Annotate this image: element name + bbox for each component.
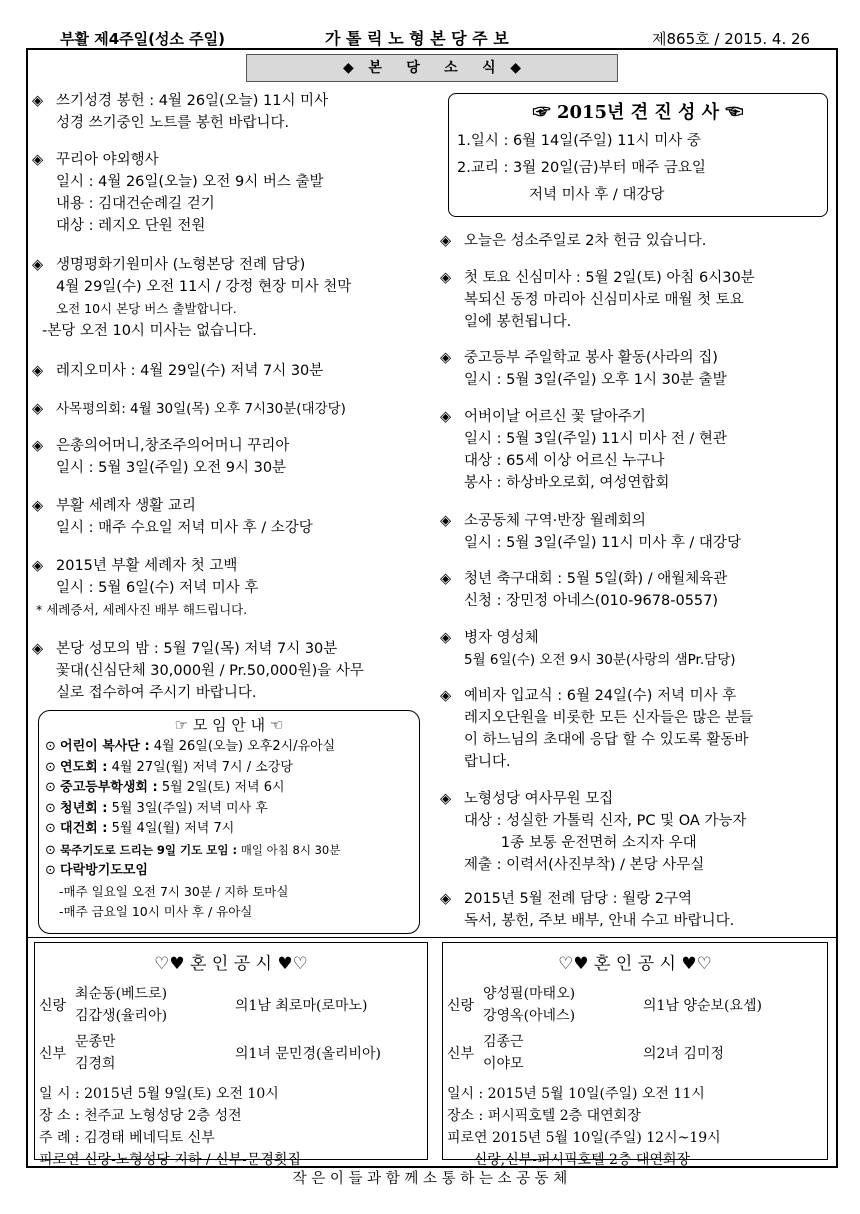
groom-parent: 양성필(마태오): [483, 986, 576, 1002]
bullet-icon: ◈: [32, 93, 44, 109]
news-line: 일시 : 5월 3일(주일) 오후 1시 30분 출발: [464, 372, 727, 388]
bride-parent: 이야모: [483, 1056, 524, 1072]
news-item: [440, 406, 727, 494]
news-item: [440, 568, 727, 612]
news-line: 일시 : 5월 3일(주일) 11시 미사 전 / 현관: [464, 431, 727, 447]
news-line: 레지오단원을 비롯한 모든 신자들은 많은 분들: [464, 710, 754, 726]
groom-label: 신랑: [447, 998, 475, 1014]
wedding-title: ♡♥ 혼 인 공 시 ♥♡: [154, 954, 308, 974]
bride-label: 신부: [39, 1046, 67, 1062]
confirmation-line: 저녁 미사 후 / 대강당: [529, 187, 665, 203]
news-line: * 세례증서, 세례사진 배부 해드립니다.: [36, 602, 248, 617]
news-line: 대상 : 65세 이상 어르신 누구나: [464, 453, 665, 469]
bullet-icon: ◈: [440, 688, 452, 704]
bullet-icon: ◈: [440, 233, 452, 249]
meeting-sub: -매주 금요일 10시 미사 후 / 유아실: [59, 904, 253, 919]
news-title: 노형성당 여사무원 모집: [464, 791, 614, 807]
bride-parent: 김경희: [75, 1056, 116, 1072]
news-title: 본당 성모의 밤 : 5월 7일(목) 저녁 7시 30분: [56, 641, 338, 657]
news-line: 봉사 : 하상바오로회, 여성연합회: [464, 475, 670, 491]
meeting-item: ⊙ 중고등부학생회 : 5월 2일(토) 저녁 6시: [45, 780, 285, 795]
news-title: 어버이날 어르신 꽃 달아주기: [464, 409, 646, 425]
wedding-detail: 장소 : 퍼시픽호텔 2층 대연회장: [447, 1108, 641, 1124]
news-item: [440, 510, 741, 554]
news-line: -본당 오전 10시 미사는 없습니다.: [42, 323, 257, 339]
news-line: 일에 봉헌됩니다.: [464, 314, 572, 330]
bullet-icon: ◈: [440, 350, 452, 366]
news-line: 4월 29일(수) 오전 11시 / 강정 현장 미사 천막: [56, 279, 352, 295]
bullet-icon: ◈: [32, 438, 44, 454]
footer-motto: 작 은 이 들 과 함 께 소 통 하 는 소 공 동 체: [292, 1171, 568, 1187]
wedding-detail: 신랑,신부-퍼시픽호텔 2층 대연회장: [447, 1152, 691, 1168]
wedding-detail: 일시 : 2015년 5월 10일(주일) 오전 11시: [447, 1086, 705, 1102]
news-item: [32, 90, 328, 134]
news-item: [32, 495, 313, 539]
bullet-icon: ◈: [440, 791, 452, 807]
bullet-icon: ◈: [440, 513, 452, 529]
bullet-icon: ◈: [32, 152, 44, 168]
news-title: 쓰기성경 봉헌 : 4월 26일(오늘) 11시 미사: [56, 93, 329, 109]
bullet-icon: ◈: [440, 891, 452, 907]
news-item: [32, 360, 323, 382]
confirmation-box: [448, 93, 828, 217]
news-line: 내용 : 김대건순례길 걷기: [56, 196, 215, 212]
news-item: [440, 347, 727, 391]
wedding-notice-left: [34, 942, 428, 1168]
bottom-divider: [26, 937, 836, 938]
groom-name: 의1남 양순보(요셉): [643, 998, 762, 1014]
header-issue: 제865호 / 2015. 4. 26: [652, 30, 811, 48]
news-title: 꾸리아 야외행사: [56, 152, 159, 168]
bullet-icon: ◈: [32, 257, 44, 273]
news-line: 대상 : 성실한 가톨릭 신자, PC 및 OA 가능자: [464, 813, 747, 829]
wedding-detail: 주 례 : 김경태 베네딕토 신부: [39, 1130, 215, 1146]
confirmation-line: 1.일시 : 6월 14일(주일) 11시 미사 중: [457, 133, 701, 149]
groom-parent: 최순동(베드로): [75, 986, 168, 1002]
target-icon: ⊙: [45, 759, 56, 775]
wedding-title: ♡♥ 혼 인 공 시 ♥♡: [558, 954, 712, 974]
meeting-sub: -매주 일요일 오전 7시 30분 / 지하 토마실: [59, 883, 289, 899]
news-item: [32, 254, 351, 342]
bullet-icon: ◈: [32, 498, 44, 514]
news-line: 이 하느님의 초대에 응답 할 수 있도록 활동바: [464, 732, 749, 748]
meeting-item: ⊙ 다락방기도모임: [45, 863, 148, 878]
wedding-detail: 피로연 신랑-노형성당 지하 / 신부-문경횟집: [39, 1152, 301, 1168]
bullet-icon: ◈: [32, 363, 44, 379]
section-title-box: [246, 54, 618, 82]
bullet-icon: ◈: [440, 571, 452, 587]
news-title: 중고등부 주일학교 봉사 활동(사라의 집): [464, 350, 718, 366]
news-line: 오전 10시 본당 버스 출발합니다.: [56, 301, 237, 316]
news-line: 신청 : 장민정 아네스(010-9678-0557): [464, 593, 719, 609]
bullet-icon: ◈: [32, 641, 44, 657]
bullet-icon: ◈: [440, 630, 452, 646]
news-line: 실로 접수하여 주시기 바랍니다.: [56, 685, 257, 701]
news-item: [32, 435, 289, 479]
target-icon: ⊙: [45, 863, 56, 878]
news-line: 독서, 봉헌, 주보 배부, 안내 수고 바랍니다.: [464, 913, 735, 929]
news-title: 병자 영성체: [464, 630, 539, 646]
news-item: [32, 638, 364, 704]
news-title: 2015년 5월 전례 담당 : 월랑 2구역: [464, 891, 692, 907]
news-title: 오늘은 성소주일로 2차 헌금 있습니다.: [464, 233, 707, 249]
news-line: 대상 : 레지오 단원 전원: [56, 218, 206, 234]
news-item: [440, 685, 753, 773]
confirmation-title: ☞ 2015년 견 진 성 사 ☜: [532, 102, 744, 123]
groom-label: 신랑: [39, 998, 67, 1014]
news-item: [440, 230, 706, 252]
news-item: [32, 149, 323, 237]
news-item: [32, 555, 258, 621]
header-left: 부활 제4주일(성소 주일): [60, 30, 226, 48]
target-icon: ⊙: [45, 739, 56, 754]
wedding-detail: 일 시 : 2015년 5월 9일(토) 오전 10시: [39, 1086, 279, 1102]
target-icon: ⊙: [45, 800, 56, 816]
bullet-icon: ◈: [440, 409, 452, 425]
meeting-item: ⊙ 묵주기도로 드리는 9일 기도 모임 : 매일 아침 8시 30분: [45, 842, 341, 858]
news-title: 소공동체 구역·반장 월례회의: [464, 513, 646, 529]
bride-parent: 김종근: [483, 1034, 524, 1050]
meetings-box: [38, 710, 420, 934]
wedding-notice-right: [442, 942, 828, 1168]
news-title: 은총의어머니,창조주의어머니 꾸리아: [56, 438, 290, 454]
meeting-item: ⊙ 연도회 : 4월 27일(월) 저녁 7시 / 소강당: [45, 759, 293, 775]
target-icon: ⊙: [45, 842, 56, 858]
news-title: 레지오미사 : 4월 29일(수) 저녁 7시 30분: [56, 363, 324, 379]
news-title: 부활 세례자 생활 교리: [56, 498, 196, 514]
news-line: 일시 : 4월 26일(오늘) 오전 9시 버스 출발: [56, 174, 324, 190]
news-item: [440, 888, 734, 932]
news-line: 일시 : 매주 수요일 저녁 미사 후 / 소강당: [56, 520, 313, 536]
news-item: [32, 398, 346, 420]
header-title: 가 톨 릭 노 형 본 당 주 보: [325, 29, 509, 48]
news-line: 꽃대(신심단체 30,000원 / Pr.50,000원)을 사무: [56, 663, 364, 679]
news-title: 예비자 입교식 : 6월 24일(수) 저녁 미사 후: [464, 688, 737, 704]
meeting-item: ⊙ 청년회 : 5월 3일(주일) 저녁 미사 후: [45, 800, 268, 816]
groom-name: 의1남 최로마(로마노): [235, 998, 368, 1014]
news-line: 랍니다.: [464, 754, 511, 770]
meetings-title: ☞ 모 임 안 내 ☜: [174, 716, 284, 734]
news-line: 제출 : 이력서(사진부착) / 본당 사무실: [464, 857, 705, 873]
bride-parent: 문종만: [75, 1034, 116, 1050]
news-item: [440, 267, 755, 333]
news-title: 첫 토요 신심미사 : 5월 2일(토) 아침 6시30분: [464, 270, 755, 286]
groom-parent: 강영옥(아네스): [483, 1008, 576, 1024]
meeting-item: ⊙ 대건회 : 5월 4일(월) 저녁 7시: [45, 821, 235, 836]
news-title: 2015년 부활 세례자 첫 고백: [56, 558, 238, 574]
meeting-item: ⊙ 어린이 복사단 : 4월 26일(오늘) 오후2시/유아실: [45, 739, 336, 754]
wedding-detail: 장 소 : 천주교 노형성당 2층 성전: [39, 1108, 242, 1124]
news-line: 성경 쓰기중인 노트를 봉헌 바랍니다.: [56, 115, 290, 131]
news-item: [440, 627, 736, 671]
bride-name: 의1녀 문민경(올리비아): [235, 1046, 381, 1062]
target-icon: ⊙: [45, 780, 56, 795]
news-title: 사목평의회: 4월 30일(목) 오후 7시30분(대강당): [56, 401, 346, 417]
wedding-detail: 피로연 2015년 5월 10일(주일) 12시~19시: [447, 1130, 721, 1146]
bride-label: 신부: [447, 1046, 475, 1062]
section-title: ◆ 본 당 소 식 ◆: [343, 60, 521, 76]
bullet-icon: ◈: [32, 401, 44, 417]
bullet-icon: ◈: [32, 558, 44, 574]
confirmation-line: 2.교리 : 3월 20일(금)부터 매주 금요일: [457, 160, 706, 176]
target-icon: ⊙: [45, 821, 56, 836]
news-line: 일시 : 5월 6일(수) 저녁 미사 후: [56, 580, 259, 596]
news-title: 생명평화기원미사 (노형본당 전례 담당): [56, 257, 306, 273]
news-title: 청년 축구대회 : 5월 5일(화) / 애월체육관: [464, 571, 728, 587]
bride-name: 의2녀 김미정: [643, 1046, 724, 1062]
groom-parent: 김갑생(율리아): [75, 1008, 168, 1024]
news-item: [440, 788, 746, 876]
news-line: 일시 : 5월 3일(주일) 오전 9시 30분: [56, 460, 287, 476]
news-line: 복되신 동정 마리아 신심미사로 매월 첫 토요: [464, 292, 744, 308]
news-line: 일시 : 5월 3일(주일) 11시 미사 후 / 대강당: [464, 535, 741, 551]
news-line: 5월 6일(수) 오전 9시 30분(사랑의 샘Pr.담당): [464, 652, 736, 668]
news-line: 1종 보통 운전면허 소지자 우대: [464, 835, 697, 851]
bullet-icon: ◈: [440, 270, 452, 286]
